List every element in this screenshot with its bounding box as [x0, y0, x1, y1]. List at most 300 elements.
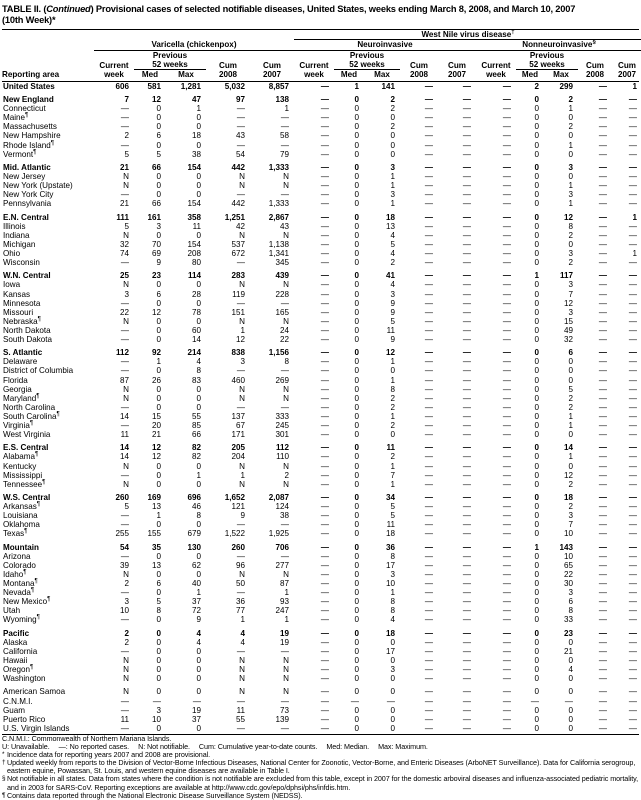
row-cell: 0 [354, 271, 359, 281]
row-cell: 0 [196, 461, 201, 471]
table-row [2, 299, 641, 308]
row-cell: 0 [534, 131, 539, 141]
row-cell: — [320, 656, 329, 665]
row-cell: — [502, 307, 511, 317]
row-cell: 269 [275, 375, 289, 385]
row-cell: 0 [534, 212, 539, 222]
row-cell: — [424, 569, 433, 579]
row-cell: — [320, 421, 329, 430]
row-cell: 40 [191, 579, 201, 589]
row-cell: 69 [151, 248, 161, 258]
row-cell: 3 [568, 162, 573, 172]
row-cell: 0 [196, 402, 201, 412]
row-cell: — [424, 104, 433, 114]
header-max-varicella: Max [178, 70, 194, 80]
row-cell: 0 [534, 140, 539, 150]
row-cell: — [424, 113, 433, 123]
row-cell: 0 [354, 221, 359, 231]
row-cell: — [320, 511, 329, 521]
row-cell: 25 [119, 271, 129, 281]
row-cell: — [628, 289, 637, 299]
row-area-name: Oregon¶ [3, 664, 34, 675]
row-cell: 0 [156, 628, 161, 638]
row-cell: 0 [354, 104, 359, 114]
row-cell: 0 [534, 520, 539, 530]
row-cell: 0 [534, 366, 539, 376]
row-cell: 3 [390, 665, 395, 675]
header-west-nile-label: West Nile virus disease [421, 29, 512, 39]
row-cell: — [628, 646, 637, 656]
row-cell: 58 [279, 131, 289, 141]
row-cell: 0 [534, 430, 539, 440]
row-cell: N [123, 665, 129, 675]
row-cell: N [239, 665, 245, 675]
row-cell: N [123, 393, 129, 403]
row-cell: 0 [354, 461, 359, 471]
row-cell: 67 [235, 421, 245, 430]
row-cell: 7 [390, 470, 395, 480]
row-cell: — [628, 162, 637, 172]
table-row [2, 520, 641, 529]
footnote-pilcrow-text: Contains data reported through the National Electronic Disease Surveillance System (NEDSS). [7, 790, 303, 800]
table-row [2, 190, 641, 199]
table-row [2, 249, 641, 258]
row-cell: — [598, 674, 607, 684]
table-row [2, 131, 641, 140]
row-cell: 17 [385, 560, 395, 570]
row-cell: 0 [534, 393, 539, 403]
row-cell: 6 [568, 348, 573, 358]
row-cell: — [502, 430, 511, 440]
row-cell: 54 [119, 542, 129, 552]
row-area-name: Washington [3, 674, 46, 684]
row-cell: — [320, 95, 329, 105]
table-row [2, 240, 641, 249]
row-cell: — [320, 190, 329, 200]
row-cell: — [598, 606, 607, 616]
row-cell: — [424, 646, 433, 656]
row-cell: 0 [354, 366, 359, 376]
row-cell: — [120, 588, 129, 598]
row-cell: 0 [354, 140, 359, 150]
row-cell: 706 [275, 542, 289, 552]
header-nonneuro-label: Nonneuroinvasive [522, 40, 593, 50]
table-row [2, 552, 641, 561]
row-cell: — [628, 230, 637, 240]
row-cell: 0 [354, 348, 359, 358]
row-cell: 0 [568, 366, 573, 376]
row-cell: 0 [196, 122, 201, 132]
row-cell: 55 [235, 714, 245, 724]
row-cell: — [320, 298, 329, 308]
row-cell: — [320, 637, 329, 647]
row-cell: 0 [354, 122, 359, 132]
row-cell: N [239, 280, 245, 290]
row-cell: 0 [196, 298, 201, 308]
row-cell: 0 [534, 181, 539, 191]
row-cell: 2 [568, 393, 573, 403]
row-area-name: Illinois [3, 221, 26, 231]
row-cell: N [123, 687, 129, 697]
row-cell: N [123, 172, 129, 181]
row-cell: — [320, 493, 329, 503]
row-cell: — [502, 443, 511, 453]
row-cell: 0 [568, 637, 573, 647]
row-cell: 0 [196, 551, 201, 561]
row-cell: — [424, 597, 433, 607]
table-row [2, 104, 641, 113]
row-cell: 171 [231, 430, 245, 440]
row-cell: 0 [354, 357, 359, 367]
row-cell: N [239, 230, 245, 240]
row-cell: — [320, 597, 329, 607]
row-cell: N [123, 656, 129, 665]
row-cell: — [598, 230, 607, 240]
title-continued: Continued [46, 4, 91, 14]
row-cell: 4 [568, 665, 573, 675]
row-cell: — [462, 479, 471, 489]
table-row [2, 421, 641, 430]
row-area-footnote-marker: ¶ [36, 393, 40, 400]
row-cell: 28 [191, 289, 201, 299]
table-row [2, 308, 641, 317]
row-cell: 460 [231, 375, 245, 385]
row-cell: 18 [563, 493, 573, 503]
row-cell: 12 [563, 298, 573, 308]
row-cell: 3 [390, 190, 395, 200]
row-cell: — [320, 334, 329, 344]
row-cell: 3 [568, 248, 573, 258]
row-cell: 0 [354, 248, 359, 258]
row-cell: 0 [354, 705, 359, 715]
row-cell: — [628, 239, 637, 249]
row-cell: 1 [390, 172, 395, 181]
row-cell: 0 [354, 181, 359, 191]
row-cell: — [236, 402, 245, 412]
row-cell: 4 [390, 230, 395, 240]
row-cell: — [424, 542, 433, 552]
row-cell: — [502, 325, 511, 335]
row-cell: 24 [279, 325, 289, 335]
row-area-footnote-marker: ¶ [29, 420, 34, 427]
row-cell: — [424, 258, 433, 268]
row-area-name: California [3, 646, 38, 656]
row-cell: — [320, 470, 329, 480]
row-cell: — [628, 316, 637, 326]
row-cell: 92 [151, 348, 161, 358]
row-area-name: Texas¶ [3, 528, 28, 539]
row-cell: — [502, 113, 511, 123]
row-cell: — [598, 470, 607, 480]
row-cell: 6 [156, 131, 161, 141]
row-cell: — [462, 493, 471, 503]
row-cell: — [502, 470, 511, 480]
row-cell: 41 [385, 271, 395, 281]
row-area-name: New York City [3, 190, 54, 200]
row-cell: 141 [381, 81, 395, 91]
row-cell: 0 [354, 375, 359, 385]
row-cell: — [502, 81, 511, 91]
row-cell: — [320, 280, 329, 290]
row-cell: — [462, 529, 471, 539]
row-cell: — [462, 402, 471, 412]
row-cell: — [598, 104, 607, 114]
row-cell: 0 [534, 551, 539, 561]
row-cell: — [598, 366, 607, 376]
row-cell: — [320, 615, 329, 625]
row-cell: — [280, 723, 289, 733]
row-area-name: Connecticut [3, 104, 46, 114]
row-cell: — [502, 452, 511, 462]
table-row [2, 430, 641, 439]
row-cell: 0 [156, 479, 161, 489]
row-cell: — [598, 628, 607, 638]
row-cell: 93 [279, 597, 289, 607]
row-cell: 0 [354, 162, 359, 172]
row-cell: 9 [240, 511, 245, 521]
row-cell: — [280, 298, 289, 308]
row-cell: — [424, 615, 433, 625]
row-cell: 0 [534, 149, 539, 159]
row-cell: — [462, 646, 471, 656]
row-cell: 8 [390, 551, 395, 561]
row-cell: 0 [156, 569, 161, 579]
row-cell: 8 [568, 606, 573, 616]
table-header [2, 30, 641, 81]
row-cell: — [462, 104, 471, 114]
row-cell: 0 [568, 172, 573, 181]
row-cell: 204 [231, 452, 245, 462]
row-cell: 36 [235, 597, 245, 607]
row-cell: — [120, 705, 129, 715]
row-cell: 155 [147, 529, 161, 539]
row-cell: 0 [156, 190, 161, 200]
row-cell: — [502, 569, 511, 579]
row-area-name: Missouri [3, 307, 34, 317]
footnote-dagger [2, 759, 639, 775]
row-cell: — [320, 307, 329, 317]
table-row [2, 579, 641, 588]
row-cell: 87 [279, 579, 289, 589]
row-cell: 3 [568, 190, 573, 200]
row-cell: N [239, 384, 245, 394]
row-cell: — [462, 181, 471, 191]
row-cell: 2,867 [268, 212, 289, 222]
row-cell: — [320, 529, 329, 539]
row-cell: — [502, 162, 511, 172]
row-cell: — [320, 325, 329, 335]
row-cell: 23 [563, 628, 573, 638]
table-row [2, 366, 641, 375]
row-cell: 12 [151, 95, 161, 105]
row-cell: 12 [151, 452, 161, 462]
row-cell: 5 [568, 384, 573, 394]
row-cell: 0 [534, 588, 539, 598]
row-cell: — [462, 334, 471, 344]
row-cell: — [320, 199, 329, 209]
row-cell: — [502, 258, 511, 268]
row-cell: N [283, 384, 289, 394]
row-cell: — [628, 199, 637, 209]
row-cell: 1 [534, 542, 539, 552]
row-cell: 1 [240, 615, 245, 625]
row-cell: — [502, 723, 511, 733]
header-52weeks-nonneuro: 52 weeks [516, 60, 578, 70]
row-cell: 32 [563, 334, 573, 344]
row-cell: — [628, 271, 637, 281]
table-row [2, 213, 641, 222]
row-cell: — [320, 430, 329, 440]
row-cell: 1 [568, 411, 573, 421]
row-cell: 119 [232, 289, 245, 299]
row-cell: — [564, 696, 573, 706]
row-cell: 4 [196, 637, 201, 647]
row-cell: 78 [191, 307, 201, 317]
row-cell: 130 [187, 542, 201, 552]
row-cell: — [598, 615, 607, 625]
row-cell: — [424, 334, 433, 344]
row-cell: — [120, 113, 129, 123]
row-cell: 0 [534, 579, 539, 589]
table-row [2, 647, 641, 656]
row-cell: — [628, 723, 637, 733]
row-cell: — [236, 366, 245, 376]
row-cell: 3 [568, 307, 573, 317]
row-cell: — [424, 181, 433, 191]
row-cell: — [628, 479, 637, 489]
table-row [2, 412, 641, 421]
row-cell: 22 [563, 569, 573, 579]
row-cell: — [598, 190, 607, 200]
row-cell: — [628, 696, 637, 706]
row-cell: — [628, 443, 637, 453]
row-cell: — [502, 375, 511, 385]
row-cell: 7 [568, 289, 573, 299]
row-cell: — [320, 714, 329, 724]
row-cell: 0 [156, 104, 161, 114]
row-area-footnote-marker: ¶ [34, 451, 39, 458]
table-row [2, 452, 641, 461]
row-area-footnote-marker: ¶ [36, 614, 40, 621]
row-cell: — [502, 579, 511, 589]
row-cell: 0 [354, 551, 359, 561]
header-row-52weeks [2, 60, 641, 70]
row-cell: N [239, 656, 245, 665]
row-cell: 0 [534, 258, 539, 268]
row-cell: — [598, 588, 607, 598]
row-cell: — [598, 325, 607, 335]
row-cell: 0 [390, 366, 395, 376]
row-cell: — [598, 81, 607, 91]
row-cell: — [502, 714, 511, 724]
row-cell: 0 [534, 421, 539, 430]
row-cell: 0 [354, 723, 359, 733]
row-cell: — [320, 674, 329, 684]
row-cell: 0 [196, 172, 201, 181]
row-cell: — [502, 461, 511, 471]
row-cell: — [502, 298, 511, 308]
header-row-previous [2, 51, 641, 61]
row-cell: 38 [191, 149, 201, 159]
row-cell: — [462, 172, 471, 181]
row-cell: — [462, 384, 471, 394]
row-area-name: Florida [3, 375, 28, 385]
row-area-name: New Hampshire [3, 131, 61, 141]
table-row [2, 222, 641, 231]
row-cell: — [424, 230, 433, 240]
row-cell: — [462, 316, 471, 326]
row-cell: — [628, 104, 637, 114]
row-cell: 1,333 [268, 199, 289, 209]
row-cell: 65 [563, 560, 573, 570]
row-cell: — [628, 588, 637, 598]
row-cell: 1,156 [268, 348, 289, 358]
row-cell: — [424, 366, 433, 376]
row-cell: 299 [559, 81, 573, 91]
row-cell: — [462, 705, 471, 715]
row-cell: 11 [386, 520, 395, 530]
header-med-nonneuro: Med [521, 70, 539, 80]
row-cell: 301 [275, 430, 289, 440]
row-cell: — [236, 104, 245, 114]
row-cell: 0 [354, 687, 359, 697]
row-cell: 1 [534, 271, 539, 281]
row-cell: — [598, 579, 607, 589]
row-cell: 165 [275, 307, 289, 317]
row-cell: — [424, 579, 433, 589]
row-cell: 0 [196, 181, 201, 191]
table-row [2, 665, 641, 674]
row-cell: — [598, 149, 607, 159]
row-cell: 2 [390, 452, 395, 462]
row-cell: — [320, 461, 329, 471]
row-cell: 0 [390, 637, 395, 647]
row-cell: — [598, 443, 607, 453]
row-cell: — [120, 122, 129, 132]
header-row-disease-super [2, 30, 641, 40]
row-cell: — [502, 656, 511, 665]
row-cell: — [320, 393, 329, 403]
row-cell: 0 [534, 560, 539, 570]
row-cell: 0 [568, 723, 573, 733]
row-cell: — [502, 104, 511, 114]
row-cell: 0 [156, 520, 161, 530]
row-area-name: New York (Upstate) [3, 181, 73, 191]
row-cell: — [462, 95, 471, 105]
row-cell: 0 [534, 452, 539, 462]
row-cell: — [424, 140, 433, 150]
row-cell: 2 [390, 258, 395, 268]
table-row [2, 687, 641, 696]
row-cell: — [502, 199, 511, 209]
row-cell: 77 [235, 606, 245, 616]
row-cell: 1 [284, 588, 289, 598]
row-cell: — [462, 289, 471, 299]
row-area-footnote-marker: ¶ [50, 139, 54, 146]
footnote-star-marker: * [2, 751, 5, 759]
row-cell: 1 [240, 470, 245, 480]
row-cell: — [424, 461, 433, 471]
row-cell: 0 [534, 511, 539, 521]
row-cell: 13 [385, 221, 395, 231]
row-cell: 0 [390, 131, 395, 141]
row-cell: 21 [119, 199, 129, 209]
row-cell: — [462, 656, 471, 665]
row-cell: 0 [534, 348, 539, 358]
row-cell: 39 [119, 560, 129, 570]
row-cell: — [598, 221, 607, 231]
row-cell: — [424, 493, 433, 503]
